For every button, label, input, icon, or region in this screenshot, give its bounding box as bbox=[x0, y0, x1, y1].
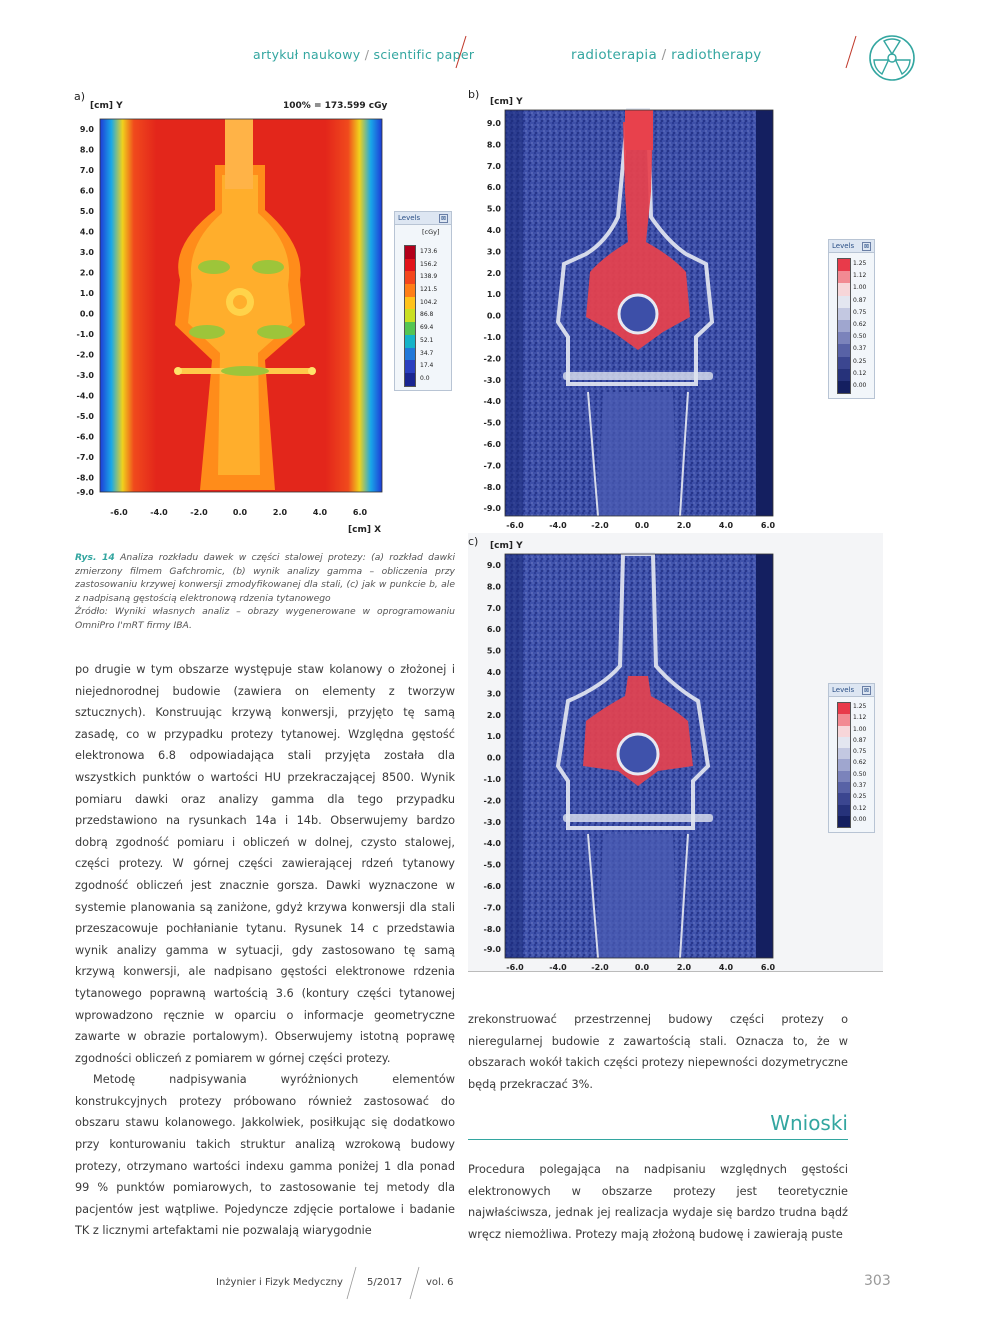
panel-a-y-tick: -2.0 bbox=[76, 350, 94, 360]
header-divider-right bbox=[842, 34, 862, 70]
panel-a-y-tick: 8.0 bbox=[79, 145, 94, 155]
legend-value: 0.25 bbox=[853, 357, 867, 365]
panel-a-normalization-label: 100% = 173.599 cGy bbox=[283, 101, 388, 111]
legend-swatch bbox=[405, 373, 415, 386]
legend-swatch bbox=[838, 296, 850, 308]
panel-b-y-tick: -9.0 bbox=[483, 504, 501, 513]
legend-swatch bbox=[838, 320, 850, 332]
figure-caption bbox=[75, 551, 455, 632]
legend-value: 17.4 bbox=[420, 362, 434, 370]
panel-c-y-tick: -8.0 bbox=[483, 924, 501, 934]
panel-b-y-tick: 0.0 bbox=[486, 311, 501, 321]
header-section-en: scientific paper bbox=[373, 47, 475, 62]
legend-value: 69.4 bbox=[420, 324, 434, 332]
header-left bbox=[253, 47, 474, 62]
panel-c-y-tick: -7.0 bbox=[483, 903, 501, 913]
caption-text: Analiza rozkładu dawek w części stalowej protezy: (a) rozkład dawki zmierzony filmem Gafchromic, (b) wynik analizy gamma – obliczenia przy zastosowaniu krzywej konwersji zmodyfikowanej dla stali, (c) jak w punkcie b, ale z nadpisaną gęstością elektronową rdzenia tytanowego bbox=[75, 552, 456, 604]
legend-swatch bbox=[838, 344, 850, 356]
caption-source: Źródło: Wyniki własnych analiz – obrazy wygenerowane w oprogramowaniu OmniPro I'mRT firmy IBA. bbox=[75, 606, 455, 631]
panel-b-y-axis-label: [cm] Y bbox=[490, 97, 523, 107]
header-category-en: radiotherapy bbox=[671, 47, 762, 63]
panel-b-y-tick: 8.0 bbox=[486, 140, 501, 150]
panel-c-y-tick: -9.0 bbox=[483, 945, 501, 954]
panel-c-x-tick: 6.0 bbox=[760, 963, 776, 972]
legend-value: 0.50 bbox=[853, 333, 867, 341]
panel-a-y-tick: 4.0 bbox=[79, 227, 94, 237]
legend-value: 0.12 bbox=[853, 804, 867, 812]
panel-c-y-tick: -1.0 bbox=[483, 775, 501, 784]
legend-value: 0.00 bbox=[853, 381, 867, 389]
panel-b-y-tick: -8.0 bbox=[483, 482, 501, 492]
panel-a-y-tick: -6.0 bbox=[76, 432, 94, 442]
panel-b-legend-colorbar bbox=[837, 258, 851, 394]
legend-value: 0.12 bbox=[853, 369, 867, 377]
legend-swatch bbox=[838, 308, 850, 320]
panel-b-legend-title bbox=[829, 240, 874, 253]
legend-close-icon[interactable]: ⊠ bbox=[863, 687, 869, 694]
legend-value: 52.1 bbox=[420, 336, 434, 344]
panel-a-x-axis-label: [cm] X bbox=[348, 525, 382, 535]
legend-close-icon[interactable]: ⊠ bbox=[863, 243, 869, 250]
panel-c-y-ticks bbox=[484, 561, 502, 954]
legend-value: 1.25 bbox=[853, 703, 867, 710]
panel-a-y-ticks bbox=[77, 125, 95, 497]
legend-value: 1.00 bbox=[853, 725, 867, 733]
legend-swatch bbox=[838, 369, 850, 381]
panel-a-x-tick: 2.0 bbox=[272, 508, 288, 517]
panel-a-x-tick: -6.0 bbox=[110, 508, 128, 517]
legend-swatch bbox=[838, 283, 850, 295]
panel-b-x-ticks bbox=[506, 521, 775, 530]
legend-swatch bbox=[405, 246, 415, 259]
panel-a-x-tick: 6.0 bbox=[352, 508, 368, 517]
panel-c-label: c) bbox=[468, 535, 479, 548]
legend-value: 0.75 bbox=[853, 748, 867, 756]
panel-b-y-tick: -6.0 bbox=[483, 440, 501, 449]
legend-value: 0.87 bbox=[853, 296, 867, 304]
legend-swatch bbox=[838, 759, 850, 770]
panel-b-y-tick: 5.0 bbox=[486, 204, 501, 214]
legend-swatch bbox=[405, 348, 415, 361]
panel-c-y-tick: -3.0 bbox=[483, 817, 501, 827]
legend-value: 173.6 bbox=[420, 248, 438, 255]
panel-b-legend bbox=[828, 239, 875, 399]
panel-c-gamma-map bbox=[468, 536, 788, 972]
panel-c-y-tick: -4.0 bbox=[483, 839, 501, 849]
legend-value: 1.00 bbox=[853, 284, 867, 292]
panel-b-y-ticks bbox=[484, 119, 502, 513]
legend-title-text: Levels bbox=[398, 214, 421, 222]
panel-c-legend bbox=[828, 683, 875, 833]
legend-swatch bbox=[838, 748, 850, 759]
panel-c-x-tick: 2.0 bbox=[676, 963, 692, 972]
panel-a-y-tick: -9.0 bbox=[76, 488, 94, 497]
legend-value: 104.2 bbox=[420, 298, 438, 306]
panel-a-x-ticks bbox=[110, 508, 367, 517]
panel-c-y-tick: -2.0 bbox=[483, 796, 501, 806]
panel-a-y-tick: 5.0 bbox=[79, 207, 94, 216]
panel-a-y-axis-label: [cm] Y bbox=[90, 101, 123, 111]
panel-a-y-tick: -1.0 bbox=[76, 330, 94, 339]
footer-divider bbox=[344, 1265, 360, 1301]
footer-journal: Inżynier i Fizyk Medyczny bbox=[216, 1277, 343, 1288]
legend-value: 0.87 bbox=[853, 736, 867, 744]
panel-c-x-ticks bbox=[506, 963, 775, 972]
panel-c-y-tick: 1.0 bbox=[486, 732, 501, 742]
section-rule bbox=[468, 1139, 848, 1140]
panel-a-x-tick: -2.0 bbox=[190, 508, 208, 517]
legend-swatch bbox=[405, 271, 415, 284]
panel-b-y-tick: -4.0 bbox=[483, 397, 501, 407]
panel-a-y-tick: -8.0 bbox=[76, 473, 94, 483]
legend-value: 0.62 bbox=[853, 759, 867, 767]
legend-swatch bbox=[838, 793, 850, 804]
header-category-pl: radioterapia bbox=[571, 47, 658, 63]
panel-a-y-tick: 9.0 bbox=[79, 125, 94, 134]
panel-a-y-tick: -4.0 bbox=[76, 391, 94, 401]
panel-b-label: b) bbox=[468, 88, 480, 101]
panel-a-y-tick: 7.0 bbox=[79, 166, 94, 175]
legend-value: 86.8 bbox=[420, 311, 434, 319]
panel-b-y-tick: -7.0 bbox=[483, 461, 501, 471]
legend-swatch bbox=[838, 271, 850, 283]
panel-a-label: a) bbox=[74, 90, 86, 103]
panel-c-y-axis-label: [cm] Y bbox=[490, 541, 523, 551]
panel-b-y-tick: 4.0 bbox=[486, 226, 501, 235]
panel-c-legend-title bbox=[829, 684, 874, 697]
header-right bbox=[571, 47, 762, 63]
panel-a-legend-values bbox=[420, 246, 437, 386]
right-column-top bbox=[468, 1009, 848, 1095]
legend-swatch bbox=[838, 357, 850, 369]
legend-title-text: Levels bbox=[832, 242, 855, 250]
legend-value: 0.00 bbox=[853, 815, 867, 823]
panel-b-y-tick: 3.0 bbox=[486, 247, 501, 257]
panel-c-y-tick: -6.0 bbox=[483, 882, 501, 891]
panel-a-y-tick: 1.0 bbox=[79, 289, 94, 298]
legend-swatch bbox=[405, 335, 415, 348]
body-paragraph: po drugie w tym obszarze występuje staw kolanowy o złożonej i niejednorodnej budowie (zawiera on elementy z tworzyw sztucznych). Konstruując krzywą konwersji, przyjęto tę samą zasadę, co w przypadku protezy tytanowej. Względna gęstość elektronowa 6.8 odpowiadająca stali przyjęta została dla wszystkich punktów o wartości HU przekraczającej 8500. Wynik pomiaru dawki oraz analizy gamma dla tego przypadku przedstawiono na rysunkach 14a i 14b. Obserwujemy bardzo dobrą zgodność pomiaru i obliczeń w dolnej, czysto stalowej, części protezy. W górnej części zawierającej rdzeń tytanowy zgodność obliczeń jest znacznie gorsza. Dawki wyznaczone w systemie planowania są zaniżone, gdyż krzywa konwersji dla stali przeszacowuje pochłanianie tytanu. Rysunek 14 c przedstawia wynik analizy gamma w sytuacji, gdy zastosowano tę samą krzywą konwersji, ale nadpisano gęstości elektronowe rdzenia tytanowego poprawną wartością 3.6 (kontury części tytanowej wprowadzono ręcznie w oparciu o informacje geometryczne zawarte w obrazie portalowym). Obserwujemy istotną poprawę zgodności obliczeń z pomiarem w górnej części protezy. bbox=[75, 663, 455, 1065]
legend-swatch bbox=[838, 332, 850, 344]
legend-value: 121.5 bbox=[420, 286, 438, 294]
legend-swatch bbox=[405, 309, 415, 322]
legend-value: 0.37 bbox=[853, 345, 867, 353]
panel-b-x-tick: 6.0 bbox=[760, 521, 776, 530]
panel-b-x-tick: -2.0 bbox=[591, 521, 609, 530]
panel-b-y-tick: 6.0 bbox=[486, 183, 501, 193]
legend-value: 1.12 bbox=[853, 714, 867, 722]
panel-c-x-tick: -2.0 bbox=[591, 963, 609, 972]
left-column bbox=[75, 659, 455, 1242]
legend-swatch bbox=[405, 284, 415, 297]
panel-b-x-tick: 0.0 bbox=[634, 521, 650, 530]
legend-swatch bbox=[838, 737, 850, 748]
section-title: Wnioski bbox=[770, 1111, 848, 1135]
panel-c-y-tick: 7.0 bbox=[486, 603, 501, 613]
panel-c-y-tick: 5.0 bbox=[486, 646, 501, 656]
body-paragraph: zrekonstruować przestrzennej budowy części protezy o nieregularnej budowie z zawartością stali. Oznacza to, że w obszarach wokół takich części protezy niepewności dozymetryczne będą przekraczać 3%. bbox=[468, 1013, 848, 1091]
legend-swatch bbox=[405, 360, 415, 373]
panel-a-legend-unit: [cGy] bbox=[422, 228, 440, 236]
panel-a-x-tick: -4.0 bbox=[150, 508, 168, 517]
legend-swatch bbox=[405, 297, 415, 310]
legend-swatch bbox=[838, 726, 850, 737]
header-section-pl: artykuł naukowy bbox=[253, 47, 361, 62]
legend-swatch bbox=[838, 381, 850, 393]
panel-b-y-tick: -3.0 bbox=[483, 375, 501, 385]
panel-c-x-tick: 4.0 bbox=[718, 963, 734, 972]
header-separator: / bbox=[360, 47, 374, 62]
legend-close-icon[interactable]: ⊠ bbox=[440, 215, 446, 222]
panel-b-legend-values bbox=[853, 258, 866, 392]
legend-swatch bbox=[838, 259, 850, 271]
panel-b-y-tick: 1.0 bbox=[486, 290, 501, 300]
body-paragraph: Metodę nadpisywania wyróżnionych elementów konstrukcyjnych protezy próbowano również zastosować do obszaru stawu kolanowego. Jakkolwiek, posiłkując się dodatkowo przy konturowaniu takich struktur analizą wzrokową budowy protezy, otrzymano wartości indexu gamma poniżej 1 dla ponad 99 % punktów pomiarowych, to zastosowanie tej metody dla pacjentów jest wątpliwe. Pojedyncze zdjęcie portalowe i badanie TK z licznymi artefaktami nie pozwalają wiarygodnie bbox=[75, 1073, 455, 1238]
panel-c-legend-colorbar bbox=[837, 702, 851, 828]
panel-b-y-tick: -2.0 bbox=[483, 354, 501, 364]
footer-volume: vol. 6 bbox=[426, 1277, 454, 1288]
panel-a-y-tick: 6.0 bbox=[79, 186, 94, 196]
panel-a-y-tick: -5.0 bbox=[76, 412, 94, 421]
legend-swatch bbox=[838, 805, 850, 816]
legend-swatch bbox=[838, 782, 850, 793]
caption-label: Rys. 14 bbox=[75, 552, 115, 563]
legend-value: 1.12 bbox=[853, 272, 867, 280]
legend-swatch bbox=[405, 322, 415, 335]
panel-c-legend-values bbox=[853, 701, 866, 825]
panel-b-y-tick: 2.0 bbox=[486, 268, 501, 278]
panel-b-y-tick: -5.0 bbox=[483, 418, 501, 428]
legend-title-text: Levels bbox=[832, 686, 855, 694]
panel-a-legend-title bbox=[395, 212, 451, 225]
panel-a-y-tick: 0.0 bbox=[79, 309, 94, 319]
page-number: 303 bbox=[864, 1273, 891, 1289]
panel-a-x-tick: 4.0 bbox=[312, 508, 328, 517]
legend-value: 138.9 bbox=[420, 273, 438, 281]
panel-b-x-tick: 4.0 bbox=[718, 521, 734, 530]
panel-c-y-tick: 2.0 bbox=[486, 710, 501, 720]
radiation-logo-icon bbox=[866, 32, 918, 84]
right-column-bottom bbox=[468, 1159, 848, 1245]
panel-b-y-tick: 7.0 bbox=[486, 161, 501, 171]
legend-value: 1.25 bbox=[853, 260, 867, 267]
legend-swatch bbox=[838, 714, 850, 725]
legend-value: 0.25 bbox=[853, 793, 867, 801]
legend-swatch bbox=[838, 771, 850, 782]
panel-b-y-tick: -1.0 bbox=[483, 333, 501, 342]
panel-a-y-tick: -7.0 bbox=[76, 453, 94, 462]
panel-a-legend bbox=[394, 211, 452, 391]
panel-a-y-tick: 2.0 bbox=[79, 268, 94, 278]
panel-a-y-tick: 3.0 bbox=[79, 248, 94, 257]
panel-c-y-tick: 8.0 bbox=[486, 582, 501, 592]
legend-value: 156.2 bbox=[420, 260, 438, 268]
panel-b-x-tick: -4.0 bbox=[549, 521, 567, 530]
legend-swatch bbox=[838, 703, 850, 714]
panel-a-y-tick: -3.0 bbox=[76, 371, 94, 380]
panel-c-x-tick: -6.0 bbox=[506, 963, 524, 972]
footer-issue: 5/2017 bbox=[367, 1277, 403, 1288]
header-separator-2: / bbox=[657, 47, 672, 63]
legend-swatch bbox=[405, 259, 415, 272]
legend-value: 0.50 bbox=[853, 770, 867, 778]
panel-a-legend-colorbar bbox=[404, 245, 416, 387]
panel-c-y-tick: 6.0 bbox=[486, 625, 501, 635]
panel-c-y-tick: 9.0 bbox=[486, 561, 501, 570]
legend-value: 0.62 bbox=[853, 320, 867, 328]
panel-b-x-tick: 2.0 bbox=[676, 521, 692, 530]
panel-a-x-tick: 0.0 bbox=[232, 508, 248, 517]
legend-value: 34.7 bbox=[420, 349, 434, 357]
panel-c-y-tick: 3.0 bbox=[486, 689, 501, 699]
body-paragraph: Procedura polegająca na nadpisaniu względnych gęstości elektronowych w obszarze protezy jest teoretycznie najwłaściwsza, jednak jej realizacja wydaje się bardzo trudna bądź wręcz niemożliwa. Protezy mają złożoną budowę i zawierają puste bbox=[468, 1163, 848, 1241]
panel-b-x-tick: -6.0 bbox=[506, 521, 524, 530]
panel-c-y-tick: -5.0 bbox=[483, 860, 501, 870]
panel-c-x-tick: -4.0 bbox=[549, 963, 567, 972]
legend-value: 0.0 bbox=[420, 374, 430, 382]
header-divider-left bbox=[452, 34, 472, 70]
panel-c-y-tick: 4.0 bbox=[486, 668, 501, 677]
panel-c-x-tick: 0.0 bbox=[634, 963, 650, 972]
panel-c-y-tick: 0.0 bbox=[486, 753, 501, 763]
panel-b-y-tick: 9.0 bbox=[486, 119, 501, 128]
legend-swatch bbox=[838, 816, 850, 827]
panel-b-gamma-map bbox=[468, 92, 788, 532]
legend-value: 0.75 bbox=[853, 308, 867, 316]
footer-divider bbox=[407, 1265, 423, 1301]
legend-value: 0.37 bbox=[853, 782, 867, 790]
